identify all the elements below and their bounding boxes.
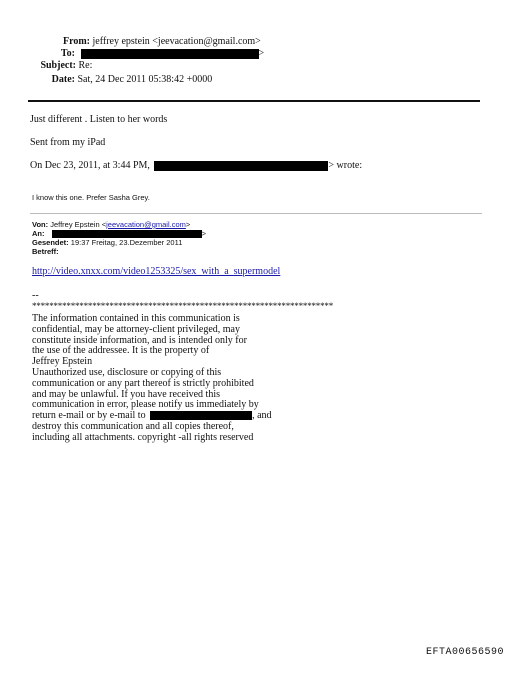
- date-row: [30, 74, 212, 86]
- betreff-label: Betreff:: [32, 247, 59, 256]
- von-row: [32, 220, 190, 229]
- gesendet-label: Gesendet:: [32, 238, 69, 247]
- disclaimer-line: including all attachments. copyright -all rights reserved: [32, 431, 254, 443]
- from-value: jeffrey epstein <jeevacation@gmail.com>: [92, 36, 261, 47]
- disclaimer-line: The information contained in this communication is: [32, 313, 240, 324]
- body-line-2: Sent from my iPad: [30, 137, 106, 148]
- von-label: Von:: [32, 220, 49, 229]
- header-divider: [28, 100, 480, 102]
- gesendet-value: 19:37 Freitag, 23.Dezember 2011: [70, 238, 183, 247]
- signature-stars: **********************************************************************: [32, 301, 334, 311]
- to-redaction: [81, 49, 259, 59]
- disclaimer-line: communication or any part thereof is strictly prohibited: [32, 377, 254, 389]
- quote-redaction: [154, 161, 328, 171]
- disclaimer-line: confidential, may be attorney-client privileged, may: [32, 323, 240, 335]
- an-redaction: [52, 230, 202, 238]
- quote-suffix: > wrote:: [328, 160, 363, 171]
- to-label: To:: [60, 48, 75, 59]
- disclaimer-block: [32, 314, 332, 444]
- disclaimer-line-10-suffix: , and: [252, 410, 272, 422]
- quoted-text: I know this one. Prefer Sasha Grey.: [32, 193, 150, 202]
- disclaimer-line: communication in error, please notify us immediately by: [32, 399, 259, 411]
- disclaimer-line: destroy this communication and all copies thereof,: [32, 420, 234, 432]
- to-row: [30, 48, 264, 60]
- disclaimer-line: the use of the addressee. It is the property of: [32, 345, 210, 357]
- gesendet-row: [32, 238, 182, 247]
- bates-number: EFTA00656590: [425, 647, 504, 658]
- disclaimer-line: constitute inside information, and is intended only for: [32, 334, 247, 346]
- body-line-1: Just different . Listen to her words: [30, 114, 168, 125]
- date-value: Sat, 24 Dec 2011 05:38:42 +0000: [77, 74, 213, 85]
- date-label: Date:: [51, 74, 75, 85]
- video-link[interactable]: http://video.xnxx.com/video1253325/sex_with_a_supermodel: [32, 266, 281, 277]
- from-label: From:: [62, 36, 90, 47]
- from-row: [30, 36, 261, 48]
- von-name: Jeffrey Epstein <: [50, 220, 107, 229]
- to-suffix: >: [258, 48, 265, 59]
- quote-prefix: On Dec 23, 2011, at 3:44 PM,: [30, 160, 150, 171]
- signature-dashes: --: [32, 290, 39, 301]
- an-suffix: >: [201, 229, 206, 238]
- betreff-row: [32, 247, 59, 256]
- an-label: An:: [32, 229, 45, 238]
- von-end: >: [185, 220, 191, 229]
- von-email-link[interactable]: jeevacation@gmail.com: [106, 220, 186, 229]
- disclaimer-redaction: [150, 411, 252, 420]
- an-row: [32, 229, 206, 238]
- disclaimer-line-10-prefix: return e-mail or by e-mail to: [32, 410, 146, 422]
- subject-label: Subject:: [40, 60, 76, 71]
- video-link-row: [32, 266, 280, 278]
- subject-value: Re:: [78, 60, 93, 71]
- quote-attribution: [30, 160, 362, 172]
- disclaimer-line: Jeffrey Epstein: [32, 356, 93, 368]
- disclaimer-line: Unauthorized use, disclosure or copying of this: [32, 366, 222, 378]
- quoted-divider: [30, 213, 482, 214]
- disclaimer-line: and may be unlawful. If you have received this: [32, 388, 220, 400]
- subject-row: [30, 60, 92, 72]
